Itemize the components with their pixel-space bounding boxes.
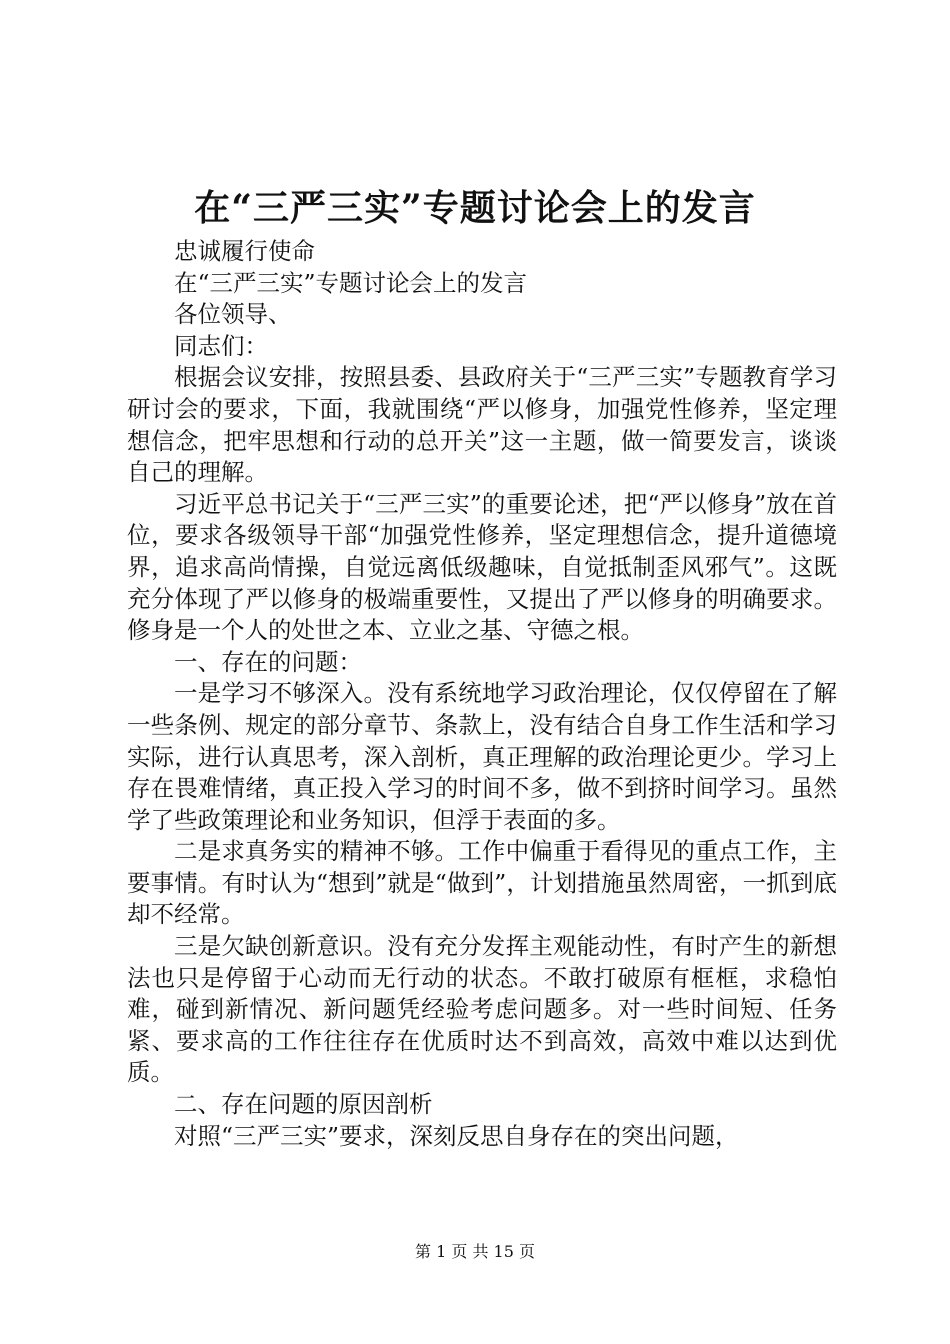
document-title: 在“三严三实”专题讨论会上的发言 [194, 187, 756, 229]
section-heading-causes: 二、存在问题的原因剖析 [174, 1090, 433, 1119]
document-body [127, 236, 837, 1152]
paragraph-problem-two: 二是求真务实的精神不够。工作中偏重于看得见的重点工作，主要事情。有时认为“想到”就是“做到”，计划措施虽然周密，一抓到底却不经常。 [127, 837, 837, 929]
paragraph-speech-title: 在“三严三实”专题讨论会上的发言 [174, 268, 528, 297]
paragraph-problem-three: 三是欠缺创新意识。没有充分发挥主观能动性，有时产生的新想法也只是停留于心动而无行动的状态。不敢打破原有框框，求稳怕难，碰到新情况、新问题凭经验考虑问题多。对一些时间短、任务紧、要求高的工作往往存在优质时达不到高效，高效中难以达到优质。 [127, 932, 837, 1087]
paragraph-salutation-comrades: 同志们： [174, 331, 268, 360]
paragraph-problem-one: 一是学习不够深入。没有系统地学习政治理论，仅仅停留在了解一些条例、规定的部分章节、条款上，没有结合自身工作生活和学习实际，进行认真思考，深入剖析，真正理解的政治理论更少。学习上存在畏难情绪，真正投入学习的时间不多，做不到挤时间学习。虽然学了些政策理论和业务知识，但浮于表面的多。 [127, 679, 837, 834]
paragraph-subtitle: 忠诚履行使命 [174, 237, 315, 265]
paragraph-intro: 根据会议安排，按照县委、县政府关于“三严三实”专题教育学习研讨会的要求，下面，我就围绕“严以修身，加强党性修养，坚定理想信念，把牢思想和行动的总开关”这一主题，做一简要发言，谈谈自己的理解。 [127, 363, 837, 487]
page-number-footer: 第 1 页 共 15 页 [415, 1242, 535, 1261]
paragraph-xi-remarks: 习近平总书记关于“三严三实”的重要论述，把“严以修身”放在首位，要求各级领导干部“加强党性修养，坚定理想信念，提升道德境界，追求高尚情操，自觉远离低级趣味，自觉抵制歪风邪气”。这既充分体现了严以修身的极端重要性，又提出了严以修身的明确要求。修身是一个人的处世之本、立业之基、守德之根。 [127, 489, 837, 645]
paragraph-causes-intro: 对照“三严三实”要求，深刻反思自身存在的突出问题， [174, 1121, 739, 1150]
paragraph-salutation-leaders: 各位领导、 [174, 300, 292, 329]
section-heading-problems: 一、存在的问题： [174, 647, 362, 676]
